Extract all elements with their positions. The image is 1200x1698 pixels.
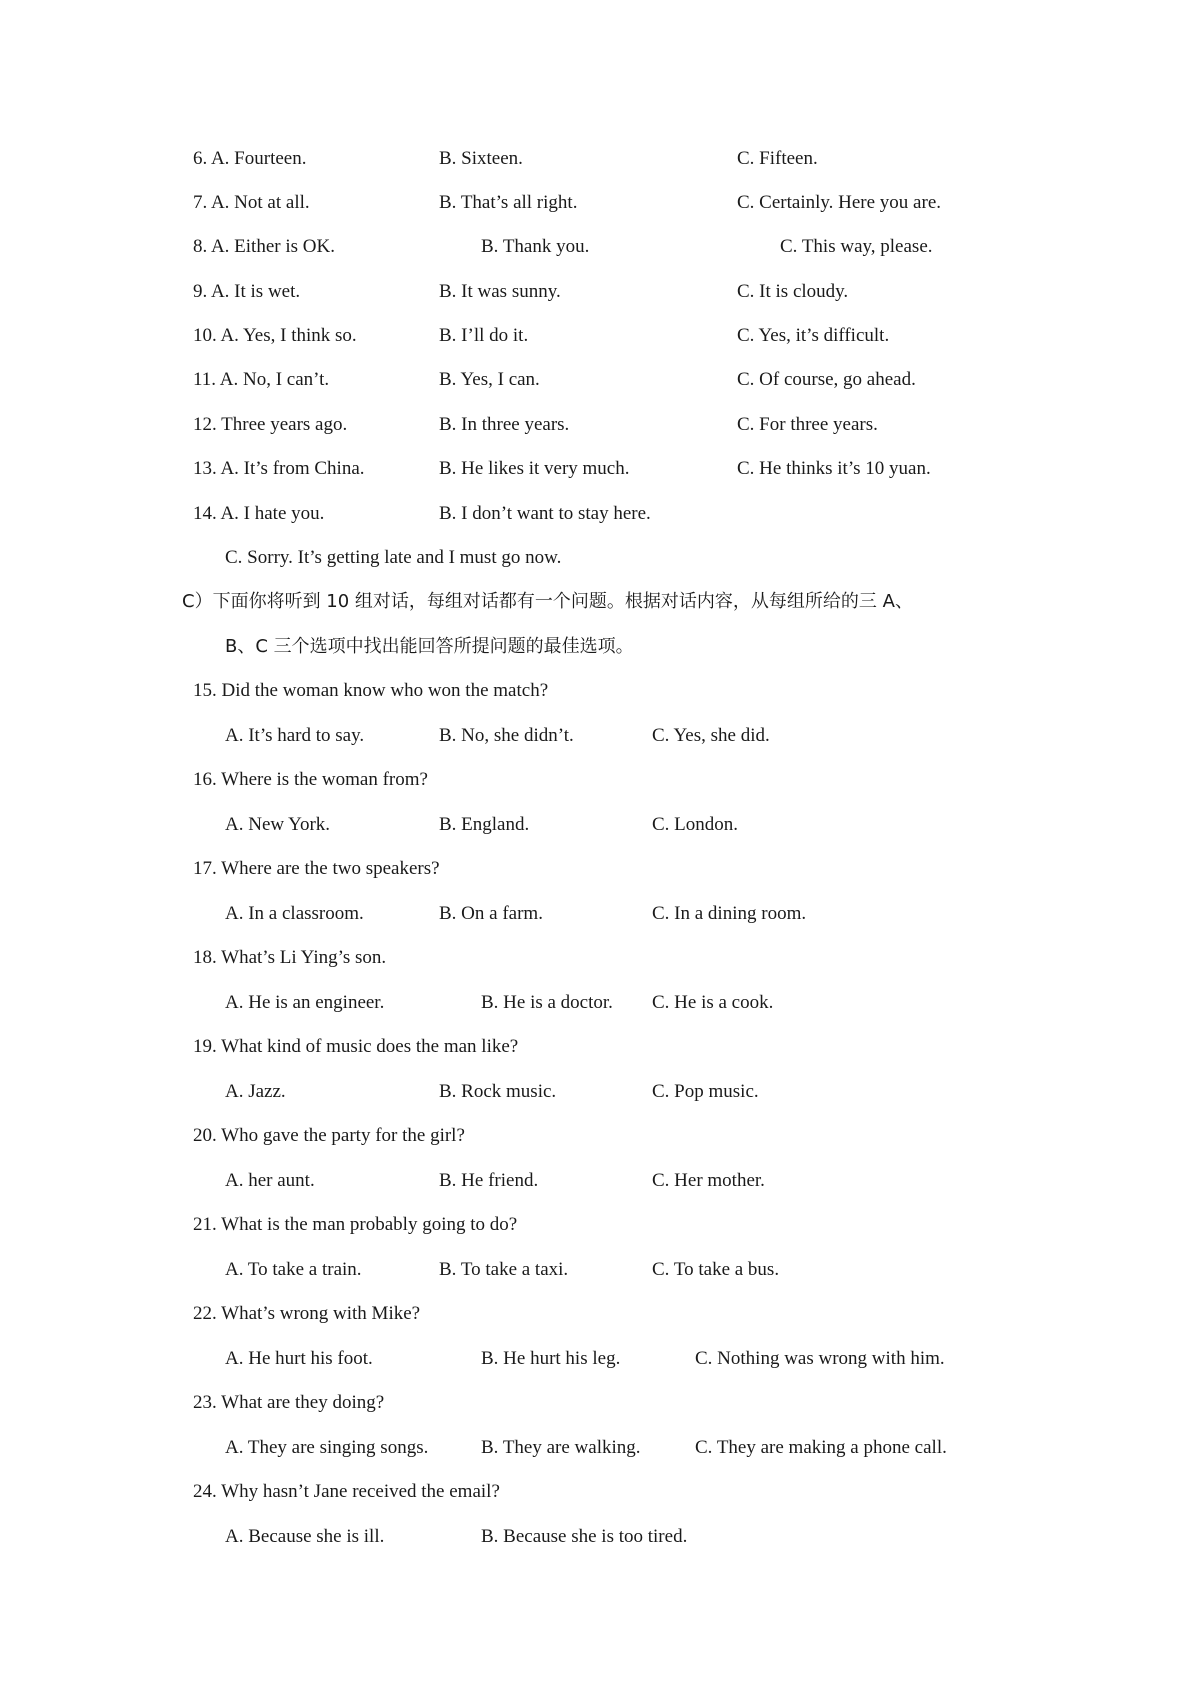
question-23-options [0,1433,1200,1463]
question-19-options [0,1077,1200,1107]
item-9-option-a: 9. A. It is wet. [193,281,301,302]
question-17-text: 17. Where are the two speakers? [193,858,440,879]
question-20-option-c: C. Her mother. [652,1170,765,1191]
question-16-text: 16. Where is the woman from? [193,769,428,790]
item-7 [0,188,1200,218]
section-c-instruction-line2 [0,632,1200,662]
question-20-options [0,1166,1200,1196]
item-7-option-a: 7. A. Not at all. [193,192,310,213]
question-17-options [0,899,1200,929]
question-15-option-a: A. It’s hard to say. [225,725,365,746]
question-17-option-a: A. In a classroom. [225,903,364,924]
question-16-option-c: C. London. [652,814,739,835]
question-16-option-b: B. England. [439,814,530,835]
item-9-option-c: C. It is cloudy. [737,281,849,302]
item-8-option-c: C. This way, please. [780,236,933,257]
section-c-instruction-text-1: C）下面你将听到 10 组对话，每组对话都有一个问题。根据对话内容，从每组所给的三 A、 [182,591,913,612]
item-11-option-b: B. Yes, I can. [439,369,540,390]
question-20 [0,1121,1200,1151]
question-19-text: 19. What kind of music does the man like? [193,1036,519,1057]
section-c-instruction-line1 [0,587,1200,617]
question-21 [0,1210,1200,1240]
item-14 [0,499,1200,529]
item-10-option-a: 10. A. Yes, I think so. [193,325,357,346]
item-8-option-b: B. Thank you. [481,236,590,257]
item-9 [0,277,1200,307]
item-6-option-c: C. Fifteen. [737,148,818,169]
question-18-text: 18. What’s Li Ying’s son. [193,947,387,968]
item-6 [0,144,1200,174]
question-22-text: 22. What’s wrong with Mike? [193,1303,421,1324]
question-17-option-c: C. In a dining room. [652,903,807,924]
question-16-option-a: A. New York. [225,814,331,835]
question-20-option-a: A. her aunt. [225,1170,315,1191]
question-24 [0,1477,1200,1507]
question-15-option-b: B. No, she didn’t. [439,725,574,746]
question-24-options [0,1522,1200,1552]
item-7-option-c: C. Certainly. Here you are. [737,192,941,213]
question-19-option-b: B. Rock music. [439,1081,557,1102]
question-23 [0,1388,1200,1418]
question-15-text: 15. Did the woman know who won the match? [193,680,549,701]
item-11 [0,365,1200,395]
item-11-option-a: 11. A. No, I can’t. [193,369,330,390]
item-10 [0,321,1200,351]
question-24-option-a: A. Because she is ill. [225,1526,385,1547]
item-12-option-b: B. In three years. [439,414,570,435]
item-11-option-c: C. Of course, go ahead. [737,369,916,390]
item-9-option-b: B. It was sunny. [439,281,561,302]
item-7-option-b: B. That’s all right. [439,192,578,213]
question-24-option-b: B. Because she is too tired. [481,1526,688,1547]
question-22-option-b: B. He hurt his leg. [481,1348,621,1369]
item-14-option-a: 14. A. I hate you. [193,503,325,524]
item-13 [0,454,1200,484]
question-22-options [0,1344,1200,1374]
item-12-option-c: C. For three years. [737,414,878,435]
question-21-options [0,1255,1200,1285]
question-15-options [0,721,1200,751]
question-19-option-c: C. Pop music. [652,1081,759,1102]
question-23-text: 23. What are they doing? [193,1392,385,1413]
item-8-option-a: 8. A. Either is OK. [193,236,335,257]
question-19-option-a: A. Jazz. [225,1081,286,1102]
question-21-option-c: C. To take a bus. [652,1259,780,1280]
question-16 [0,765,1200,795]
item-13-option-b: B. He likes it very much. [439,458,630,479]
question-18 [0,943,1200,973]
question-17 [0,854,1200,884]
question-23-option-c: C. They are making a phone call. [695,1437,947,1458]
item-12-option-a: 12. Three years ago. [193,414,348,435]
question-20-option-b: B. He friend. [439,1170,539,1191]
question-18-option-c: C. He is a cook. [652,992,774,1013]
question-23-option-b: B. They are walking. [481,1437,641,1458]
item-10-option-b: B. I’ll do it. [439,325,529,346]
item-14-option-c-row [0,543,1200,573]
item-6-option-a: 6. A. Fourteen. [193,148,307,169]
item-8 [0,232,1200,262]
question-23-option-a: A. They are singing songs. [225,1437,429,1458]
question-21-option-b: B. To take a taxi. [439,1259,569,1280]
item-13-option-c: C. He thinks it’s 10 yuan. [737,458,931,479]
item-13-option-a: 13. A. It’s from China. [193,458,365,479]
question-20-text: 20. Who gave the party for the girl? [193,1125,465,1146]
question-21-text: 21. What is the man probably going to do? [193,1214,518,1235]
question-17-option-b: B. On a farm. [439,903,543,924]
item-6-option-b: B. Sixteen. [439,148,523,169]
question-21-option-a: A. To take a train. [225,1259,362,1280]
item-12 [0,410,1200,440]
question-22-option-a: A. He hurt his foot. [225,1348,373,1369]
question-18-options [0,988,1200,1018]
question-22-option-c: C. Nothing was wrong with him. [695,1348,945,1369]
question-16-options [0,810,1200,840]
question-18-option-b: B. He is a doctor. [481,992,613,1013]
question-15-option-c: C. Yes, she did. [652,725,770,746]
item-14-option-c: C. Sorry. It’s getting late and I must go now. [225,547,562,568]
item-14-option-b: B. I don’t want to stay here. [439,503,651,524]
section-c-instruction-text-2: B、C 三个选项中找出能回答所提问题的最佳选项。 [225,636,634,657]
question-18-option-a: A. He is an engineer. [225,992,385,1013]
question-22 [0,1299,1200,1329]
question-15 [0,676,1200,706]
question-24-text: 24. Why hasn’t Jane received the email? [193,1481,500,1502]
item-10-option-c: C. Yes, it’s difficult. [737,325,890,346]
question-19 [0,1032,1200,1062]
